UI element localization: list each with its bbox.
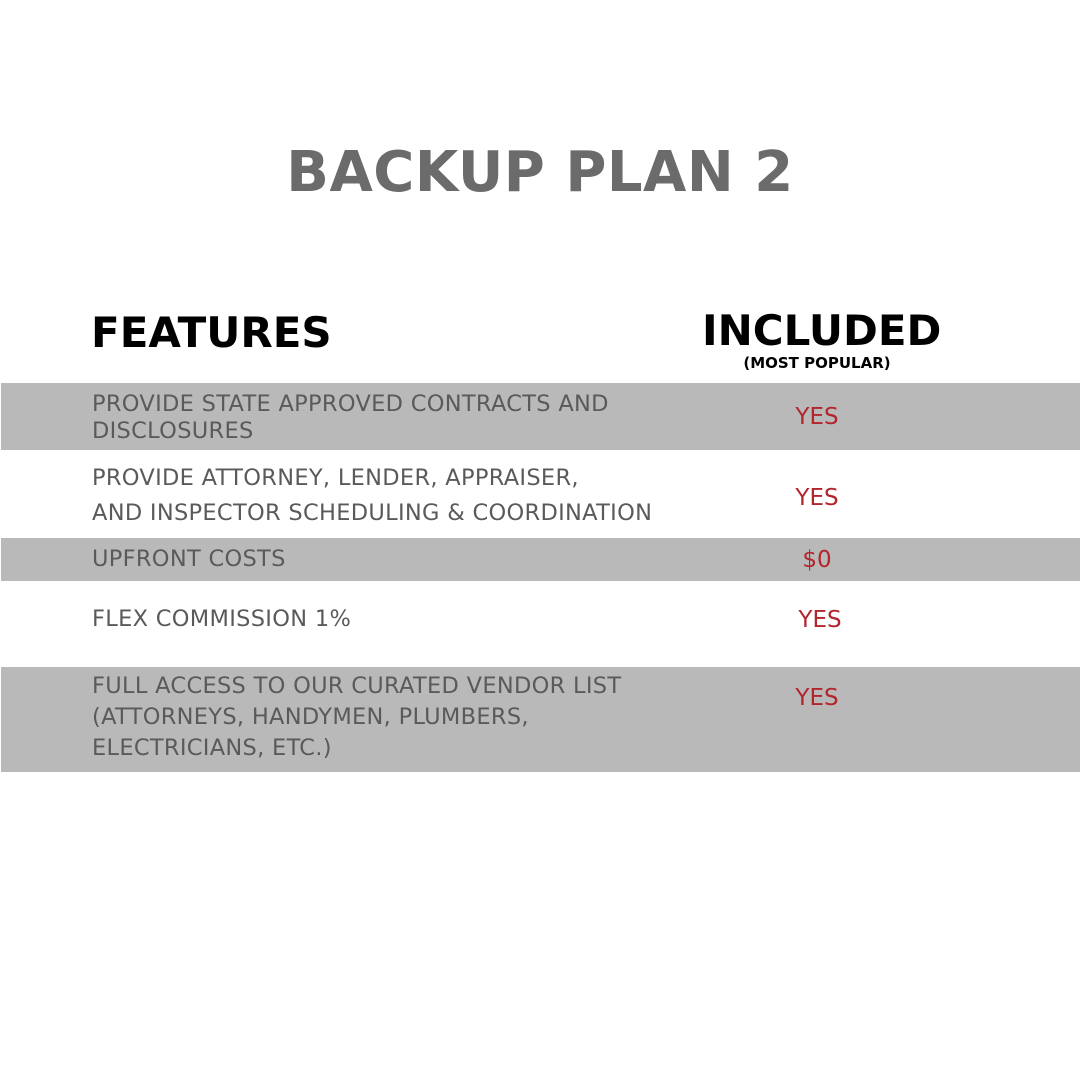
feature-line: DISCLOSURES — [92, 418, 254, 444]
feature-line: FLEX COMMISSION 1% — [92, 606, 352, 632]
most-popular-note: (MOST POPULAR) — [743, 354, 891, 372]
feature-label — [92, 391, 732, 445]
table-row — [1, 383, 1080, 450]
feature-label — [92, 545, 732, 574]
included-column-header: INCLUDED — [702, 306, 942, 355]
included-value: YES — [795, 404, 839, 430]
feature-line: AND INSPECTOR SCHEDULING & COORDINATION — [92, 500, 653, 526]
feature-line: (ATTORNEYS, HANDYMEN, PLUMBERS, — [92, 704, 529, 730]
table-row — [1, 581, 1080, 667]
feature-label — [92, 671, 732, 764]
included-value: YES — [795, 685, 839, 711]
table-row — [1, 538, 1080, 581]
feature-label — [92, 461, 732, 531]
feature-line: ELECTRICIANS, ETC.) — [92, 735, 332, 761]
feature-line: PROVIDE ATTORNEY, LENDER, APPRAISER, — [92, 465, 579, 491]
features-column-header: FEATURES — [91, 308, 332, 357]
included-value: YES — [795, 485, 839, 511]
page-title: BACKUP PLAN 2 — [286, 140, 794, 205]
table-row — [1, 450, 1080, 538]
included-value: YES — [798, 607, 842, 633]
feature-line: FULL ACCESS TO OUR CURATED VENDOR LIST — [92, 673, 622, 699]
feature-label — [92, 605, 732, 634]
feature-line: UPFRONT COSTS — [92, 546, 286, 572]
feature-line: PROVIDE STATE APPROVED CONTRACTS AND — [92, 391, 609, 417]
table-row — [1, 667, 1080, 772]
included-value: $0 — [802, 547, 832, 573]
